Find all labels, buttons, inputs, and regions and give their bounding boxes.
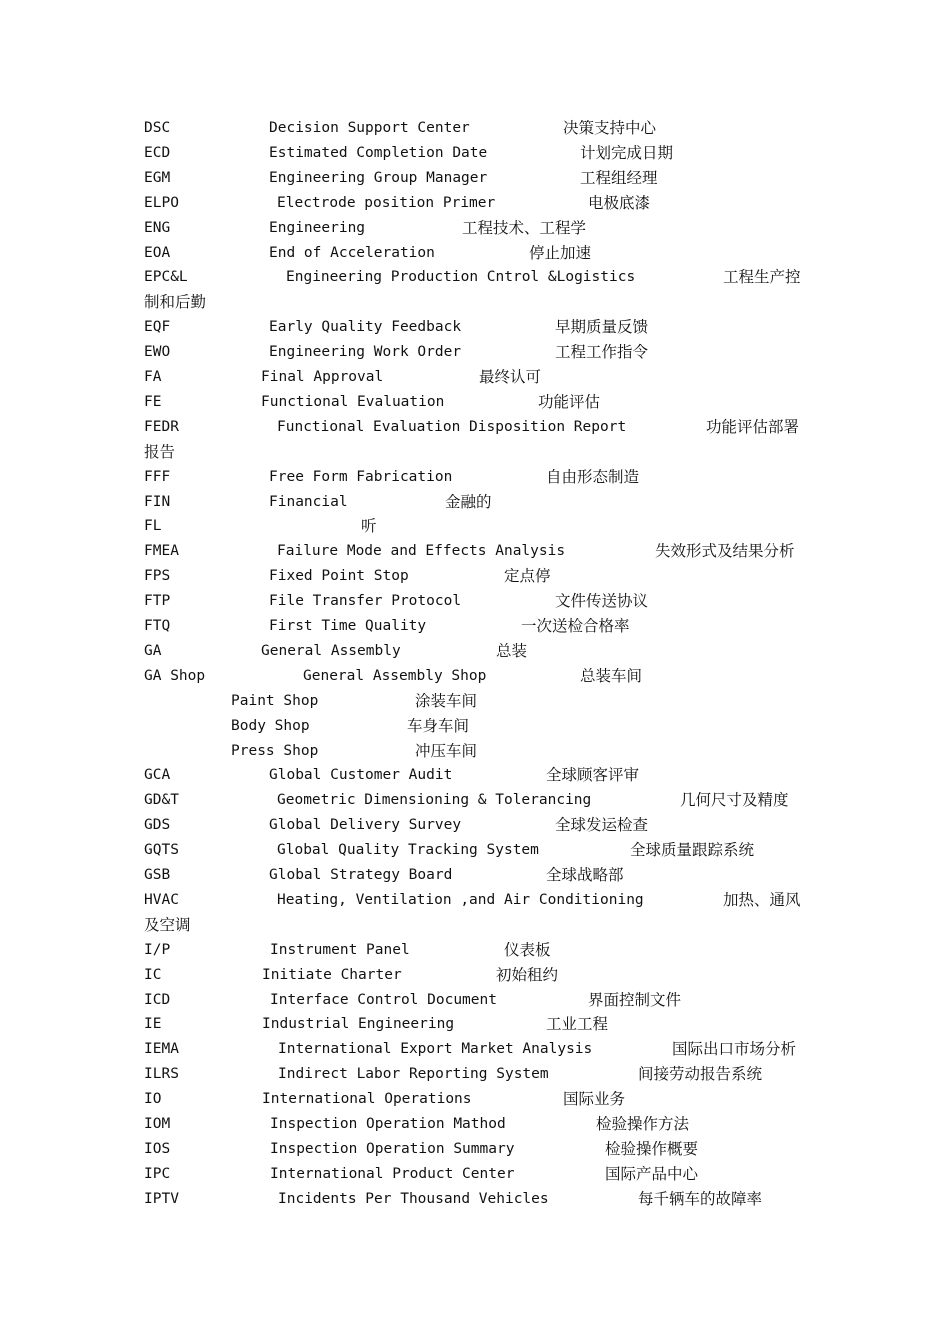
glossary-entry: [0, 116, 950, 140]
entry-chinese-term: 国际产品中心: [605, 1164, 699, 1183]
glossary-entry: [0, 714, 950, 738]
entry-english-term: General Assembly: [261, 642, 401, 659]
entry-abbreviation: FL: [144, 518, 162, 535]
glossary-entry: [0, 813, 950, 837]
glossary-entry: [0, 315, 950, 339]
entry-abbreviation: GCA: [144, 767, 171, 784]
glossary-entry: [0, 365, 950, 389]
entry-chinese-term: 工业工程: [546, 1015, 609, 1034]
entry-abbreviation: GD&T: [144, 792, 179, 809]
glossary-entry: [0, 888, 950, 912]
glossary-entry: [0, 763, 950, 787]
entry-english-term: Press Shop: [231, 742, 319, 759]
entry-abbreviation: FE: [144, 393, 162, 410]
entry-chinese-term: 每千辆车的故障率: [638, 1189, 763, 1208]
entry-english-term: Engineering Production Cntrol &Logistics: [286, 269, 636, 286]
entry-abbreviation: EPC&L: [144, 269, 188, 286]
entry-chinese-term: 决策支持中心: [563, 119, 657, 137]
entry-chinese-term: 初始租约: [496, 965, 559, 984]
entry-english-term: Failure Mode and Effects Analysis: [277, 543, 566, 560]
entry-chinese-term: 工程组经理: [580, 168, 658, 187]
entry-english-term: Engineering Work Order: [269, 344, 462, 361]
entry-abbreviation: IE: [144, 1016, 162, 1033]
entry-chinese-term: 电极底漆: [588, 193, 651, 212]
entry-chinese-term: 冲压车间: [415, 741, 478, 760]
entry-chinese-term: 全球顾客评审: [546, 766, 640, 785]
entry-abbreviation: GDS: [144, 817, 171, 834]
entry-english-term: Interface Control Document: [270, 991, 497, 1008]
entry-english-term: Functional Evaluation Disposition Report: [277, 418, 627, 435]
entry-chinese-term: 失效形式及结果分析: [655, 542, 795, 561]
glossary-entry: [0, 838, 950, 862]
glossary-entry: [0, 1162, 950, 1186]
entry-english-term: Financial: [269, 493, 348, 510]
entry-english-term: Engineering: [269, 219, 366, 236]
glossary-entry: [0, 863, 950, 887]
entry-english-term: General Assembly Shop: [303, 667, 487, 684]
glossary-entry: [0, 265, 950, 289]
entry-abbreviation: FPS: [144, 568, 171, 585]
entry-english-term: Global Delivery Survey: [269, 817, 462, 834]
entry-chinese-term-wrap: 及空调: [144, 915, 191, 934]
entry-english-term: Global Quality Tracking System: [277, 842, 539, 859]
entry-chinese-term: 总装车间: [580, 666, 643, 685]
glossary-entry-continuation: [0, 290, 950, 314]
glossary-entry: [0, 1137, 950, 1161]
entry-abbreviation: EOA: [144, 244, 171, 261]
entry-abbreviation: GA: [144, 642, 162, 659]
entry-english-term: Global Customer Audit: [269, 767, 453, 784]
entry-english-term: Indirect Labor Reporting System: [278, 1066, 549, 1083]
entry-chinese-term: 功能评估部署: [706, 417, 800, 436]
entry-abbreviation: EQF: [144, 319, 171, 336]
entry-english-term: Engineering Group Manager: [269, 169, 488, 186]
entry-abbreviation: HVAC: [144, 891, 179, 908]
entry-chinese-term: 总装: [496, 641, 528, 660]
glossary-entry: [0, 166, 950, 190]
entry-abbreviation: FA: [144, 369, 162, 385]
entry-abbreviation: EGM: [144, 169, 171, 186]
entry-chinese-term-wrap: 制和后勤: [144, 293, 207, 312]
entry-english-term: Inspection Operation Mathod: [270, 1116, 506, 1132]
entry-abbreviation: FTP: [144, 593, 171, 610]
glossary-entry: [0, 963, 950, 987]
entry-english-term: Free Form Fabrication: [269, 468, 453, 485]
entry-abbreviation: IPTV: [144, 1190, 179, 1207]
entry-chinese-term: 全球战略部: [546, 866, 624, 884]
glossary-entry-continuation: [0, 913, 950, 937]
entry-chinese-term: 早期质量反馈: [555, 318, 649, 337]
entry-english-term: Instrument Panel: [270, 941, 410, 958]
entry-english-term: Inspection Operation Summary: [270, 1140, 515, 1157]
entry-abbreviation: GSB: [144, 867, 171, 883]
glossary-entry: [0, 1087, 950, 1111]
entry-chinese-term: 工程技术、工程学: [462, 218, 587, 237]
entry-chinese-term: 金融的: [445, 492, 492, 511]
entry-abbreviation: IC: [144, 966, 162, 983]
entry-abbreviation: IOS: [144, 1140, 171, 1157]
entry-chinese-term-wrap: 报告: [144, 442, 176, 461]
glossary-entry: [0, 1012, 950, 1036]
entry-english-term: Incidents Per Thousand Vehicles: [278, 1190, 549, 1207]
entry-chinese-term: 几何尺寸及精度: [680, 791, 789, 810]
entry-chinese-term: 文件传送协议: [555, 592, 649, 611]
entry-chinese-term: 功能评估: [538, 392, 601, 411]
entry-abbreviation: IEMA: [144, 1041, 179, 1058]
glossary-entry: [0, 490, 950, 514]
entry-english-term: Decision Support Center: [269, 120, 470, 136]
entry-english-term: Body Shop: [231, 717, 310, 734]
glossary-entry: [0, 938, 950, 962]
glossary-entry: [0, 241, 950, 265]
entry-chinese-term: 检验操作概要: [605, 1139, 699, 1158]
entry-english-term: First Time Quality: [269, 618, 427, 634]
entry-english-term: Initiate Charter: [262, 966, 402, 983]
entry-abbreviation: ELPO: [144, 194, 179, 211]
glossary-entry: [0, 465, 950, 489]
entry-chinese-term: 间接劳动报告系统: [638, 1065, 763, 1084]
glossary-entry: [0, 564, 950, 588]
entry-english-term: Early Quality Feedback: [269, 319, 462, 336]
glossary-entry: [0, 390, 950, 414]
glossary-entry: [0, 539, 950, 563]
glossary-entry: [0, 141, 950, 165]
entry-abbreviation: ILRS: [144, 1066, 179, 1083]
entry-chinese-term: 国际业务: [563, 1090, 626, 1109]
entry-chinese-term: 全球质量跟踪系统: [630, 841, 755, 860]
glossary-entry: [0, 739, 950, 763]
entry-english-term: End of Acceleration: [269, 244, 435, 261]
glossary-entry: [0, 216, 950, 240]
entry-chinese-term: 最终认可: [479, 368, 542, 386]
entry-abbreviation: DSC: [144, 120, 171, 136]
entry-english-term: Heating, Ventilation ,and Air Conditioning: [277, 891, 644, 908]
glossary-entry: [0, 1037, 950, 1061]
glossary-entry: [0, 415, 950, 439]
entry-abbreviation: IOM: [144, 1116, 171, 1132]
entry-abbreviation: FEDR: [144, 418, 179, 435]
glossary-entry: [0, 788, 950, 812]
entry-abbreviation: GA Shop: [144, 667, 206, 684]
entry-chinese-term: 工程生产控: [723, 268, 801, 287]
glossary-entry: [0, 988, 950, 1012]
entry-abbreviation: EWO: [144, 344, 171, 361]
entry-chinese-term: 车身车间: [407, 716, 470, 735]
entry-english-term: Fixed Point Stop: [269, 568, 409, 585]
glossary-entry: [0, 1187, 950, 1211]
entry-english-term: International Operations: [262, 1091, 472, 1108]
entry-chinese-term: 定点停: [504, 567, 551, 586]
entry-english-term: International Product Center: [270, 1165, 515, 1182]
entry-english-term: Functional Evaluation: [261, 393, 445, 410]
glossary-entry: [0, 614, 950, 638]
entry-chinese-term: 停止加速: [529, 243, 592, 262]
entry-abbreviation: IPC: [144, 1165, 171, 1182]
glossary-entry: [0, 1062, 950, 1086]
entry-chinese-term: 计划完成日期: [580, 143, 674, 162]
entry-abbreviation: FMEA: [144, 543, 179, 560]
entry-chinese-term: 听: [361, 517, 377, 536]
entry-abbreviation: GQTS: [144, 842, 179, 859]
entry-chinese-term: 一次送检合格率: [521, 617, 630, 635]
entry-english-term: Estimated Completion Date: [269, 144, 488, 161]
entry-abbreviation: ICD: [144, 991, 171, 1008]
glossary-entry: [0, 1112, 950, 1136]
entry-english-term: Industrial Engineering: [262, 1016, 455, 1033]
entry-english-term: Electrode position Primer: [277, 194, 496, 211]
entry-chinese-term: 国际出口市场分析: [672, 1040, 797, 1059]
entry-chinese-term: 涂装车间: [415, 691, 478, 710]
entry-chinese-term: 加热、通风: [723, 890, 801, 909]
entry-abbreviation: I/P: [144, 941, 171, 958]
glossary-entry: [0, 689, 950, 713]
entry-chinese-term: 仪表板: [504, 940, 551, 959]
entry-english-term: File Transfer Protocol: [269, 593, 462, 610]
entry-chinese-term: 全球发运检查: [555, 816, 649, 835]
glossary-entry: [0, 514, 950, 538]
entry-abbreviation: ECD: [144, 144, 171, 161]
glossary-entry: [0, 664, 950, 688]
glossary-entry: [0, 191, 950, 215]
glossary-entry: [0, 589, 950, 613]
entry-english-term: Global Strategy Board: [269, 867, 453, 883]
entry-english-term: International Export Market Analysis: [278, 1041, 593, 1058]
glossary-entry: [0, 340, 950, 364]
entry-chinese-term: 界面控制文件: [588, 990, 682, 1009]
entry-abbreviation: ENG: [144, 219, 171, 236]
entry-chinese-term: 检验操作方法: [596, 1115, 690, 1133]
glossary-entry-continuation: [0, 440, 950, 464]
entry-abbreviation: FFF: [144, 468, 171, 485]
entry-english-term: Paint Shop: [231, 692, 319, 709]
entry-chinese-term: 自由形态制造: [546, 467, 640, 486]
entry-abbreviation: FIN: [144, 493, 171, 510]
entry-chinese-term: 工程工作指令: [555, 343, 649, 362]
entry-english-term: Final Approval: [261, 369, 384, 385]
entry-abbreviation: FTQ: [144, 618, 171, 634]
entry-english-term: Geometric Dimensioning & Tolerancing: [277, 792, 592, 809]
entry-abbreviation: IO: [144, 1091, 162, 1108]
glossary-entry: [0, 639, 950, 663]
